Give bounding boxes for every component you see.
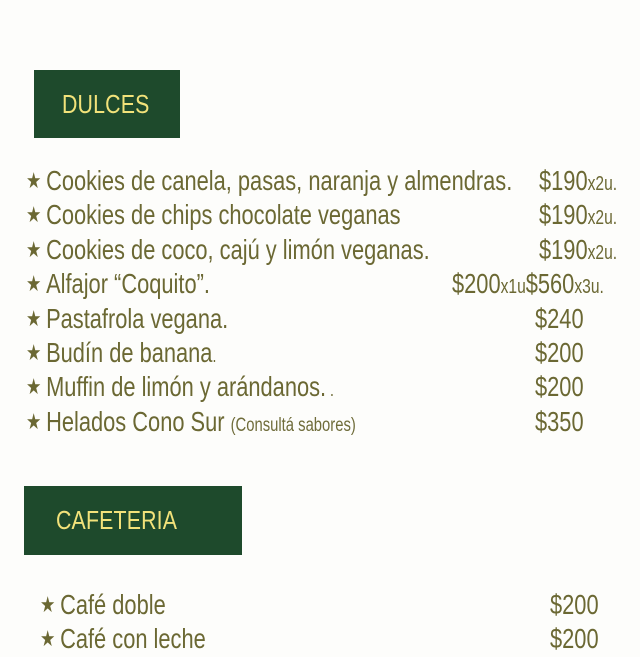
- menu-item: [26, 302, 636, 336]
- menu-item: [40, 588, 640, 622]
- item-price: $200: [550, 589, 599, 620]
- item-name: Café con leche: [60, 623, 206, 655]
- star-icon: ★: [26, 305, 42, 331]
- star-icon: ★: [26, 202, 42, 228]
- cafeteria-menu-list: [40, 588, 640, 657]
- item-name: Alfajor “Coquito”.: [46, 268, 210, 300]
- star-icon: ★: [26, 236, 42, 262]
- section-title-dulces: DULCES: [62, 88, 150, 119]
- menu-item: [26, 198, 636, 232]
- item-price: $200: [535, 336, 584, 368]
- item-name: Pastafrola vegana.: [46, 302, 229, 334]
- star-icon: ★: [26, 374, 42, 400]
- section-header-cafeteria: [24, 486, 242, 555]
- item-price: $350: [535, 405, 584, 437]
- item-price: $240: [535, 302, 584, 334]
- item-price: $190x2u.: [539, 233, 618, 265]
- star-icon: ★: [26, 168, 42, 193]
- star-icon: ★: [40, 592, 56, 617]
- star-icon: ★: [26, 271, 42, 297]
- section-header-dulces: [34, 70, 180, 138]
- star-icon: ★: [40, 626, 56, 652]
- item-name: Café doble: [60, 589, 166, 620]
- menu-item: [26, 405, 636, 439]
- section-title-cafeteria: CAFETERIA: [56, 505, 178, 535]
- item-price: $200x1u$560x3u.: [452, 268, 604, 300]
- item-note: (Consultá sabores): [230, 414, 356, 436]
- item-name: Cookies de coco, cajú y limón veganas.: [46, 233, 430, 265]
- menu-item: ★ Muffin de limón y arándanos. . $200: [26, 371, 584, 403]
- item-price: $200: [550, 623, 599, 655]
- menu-item: ★ Budín de banana. $200: [26, 336, 584, 368]
- dulces-menu-list: [26, 164, 636, 439]
- menu-item: [26, 233, 636, 267]
- menu-item: [26, 164, 636, 198]
- menu-item: [26, 267, 636, 301]
- item-name: Muffin de limón y arándanos.: [46, 371, 327, 403]
- item-name: Budín de banana: [46, 336, 213, 368]
- item-name: Helados Cono Sur: [46, 405, 225, 437]
- item-name: Cookies de canela, pasas, naranja y almendras.: [46, 165, 513, 196]
- item-name: Cookies de chips chocolate veganas: [46, 199, 401, 231]
- item-price: $200: [535, 371, 584, 403]
- item-price: $190x2u.: [539, 199, 618, 231]
- star-icon: ★: [26, 408, 42, 434]
- star-icon: ★: [26, 339, 42, 365]
- item-price: $190x2u.: [539, 165, 618, 196]
